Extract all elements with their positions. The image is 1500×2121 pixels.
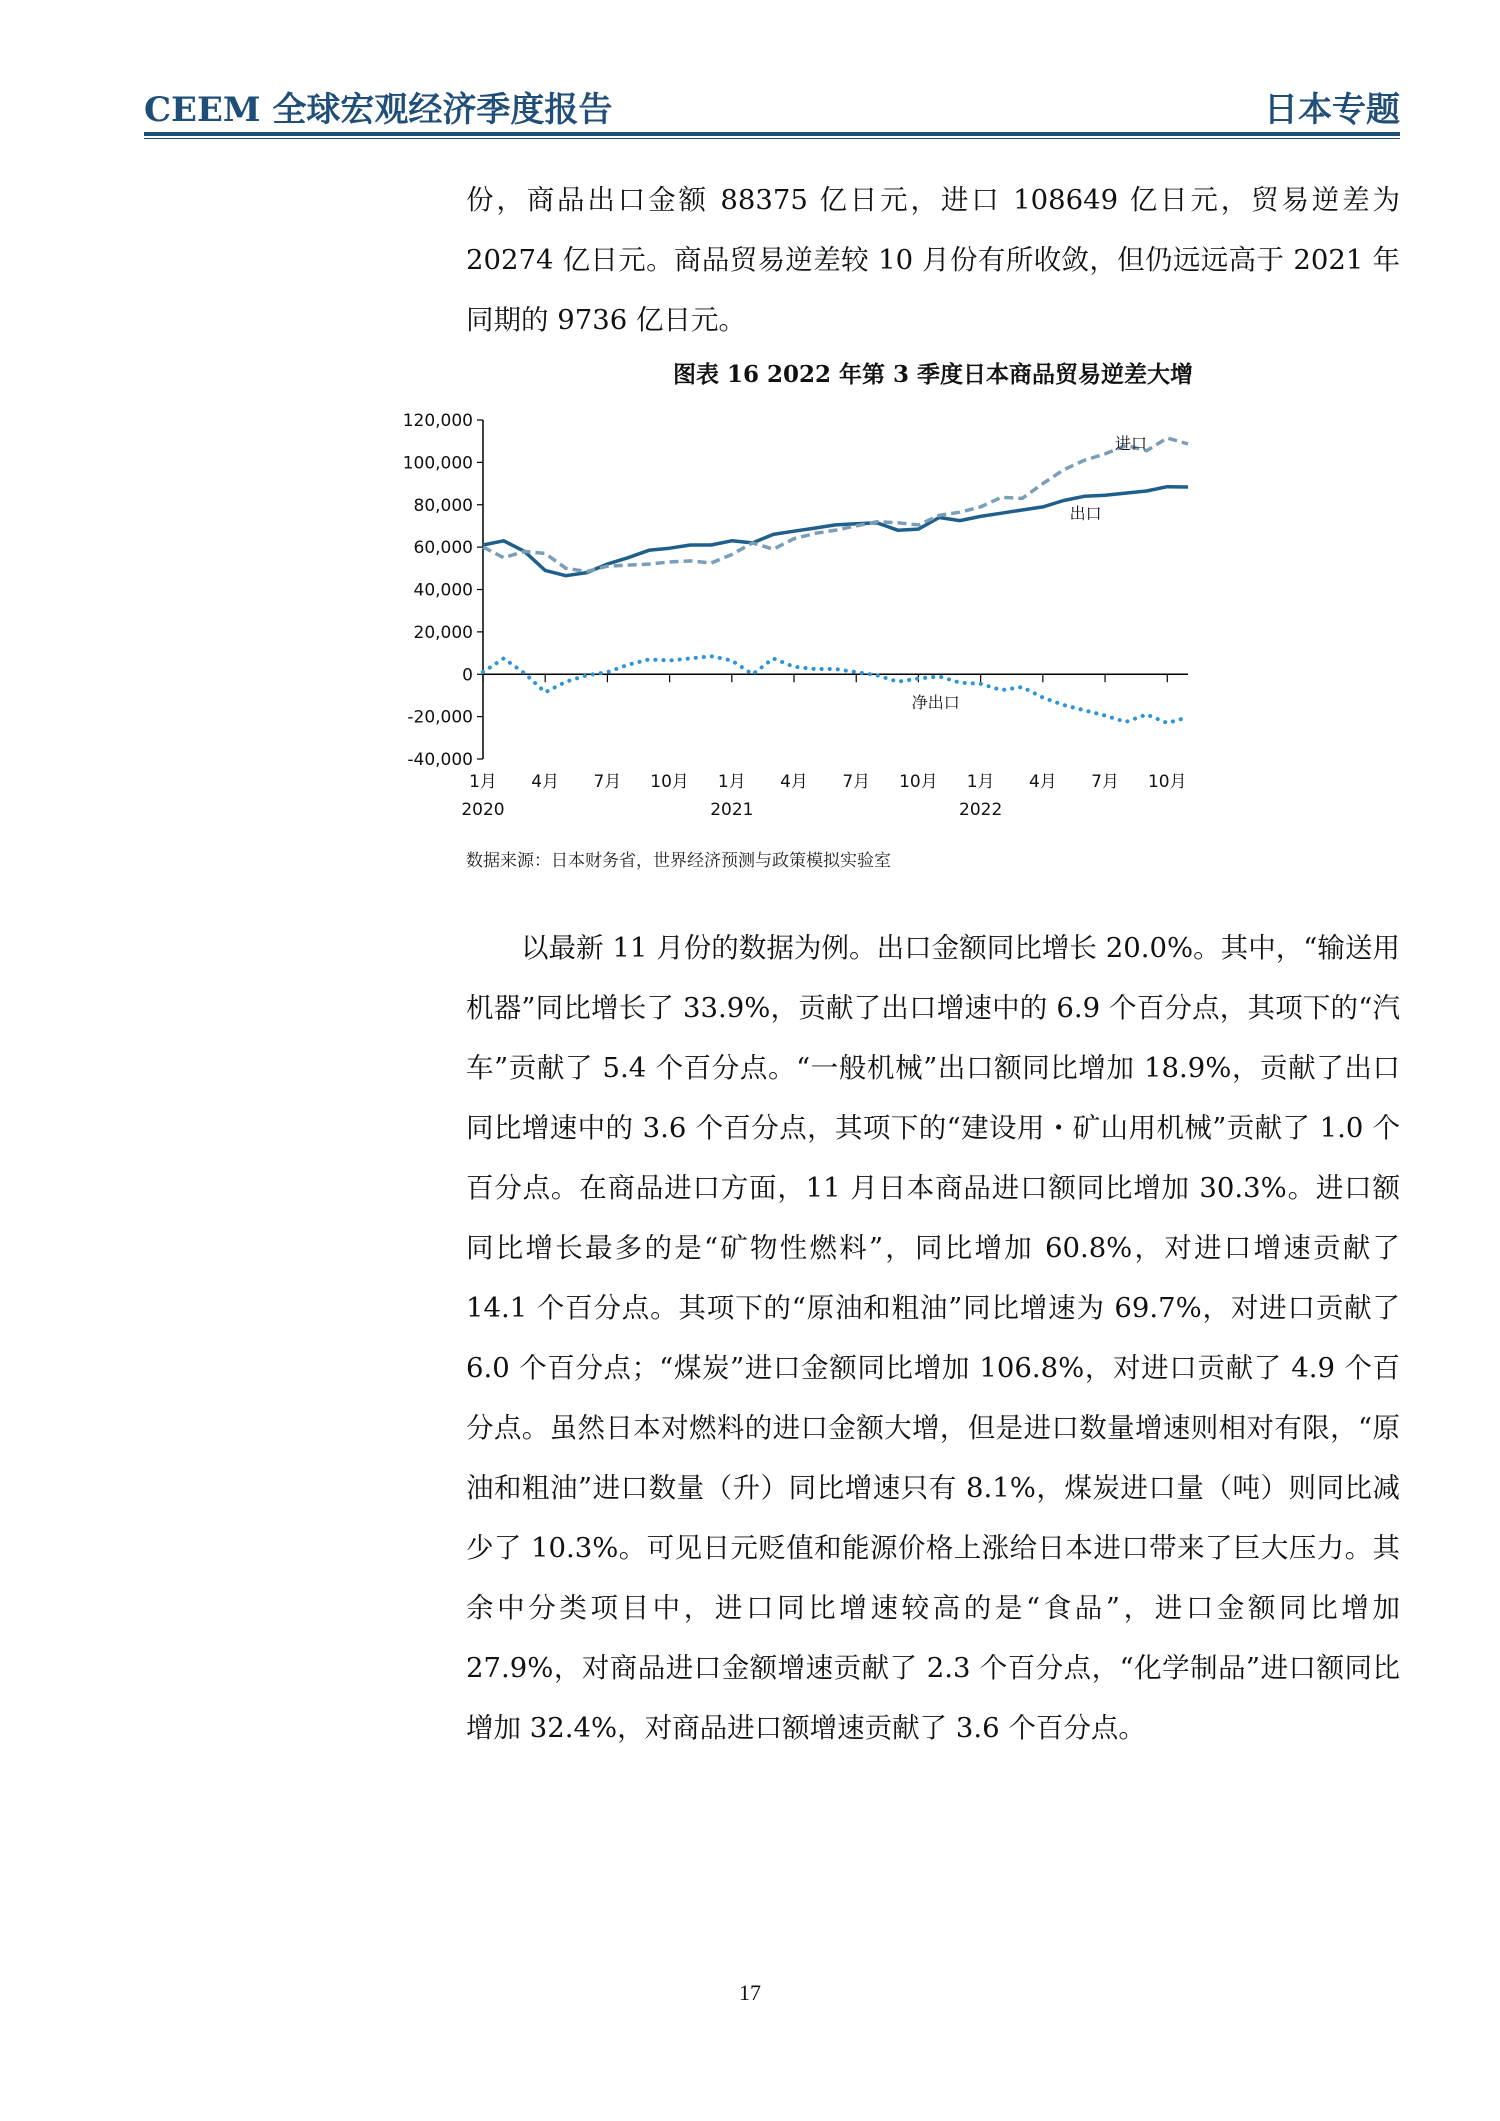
y-tick-label: 80,000: [413, 495, 473, 516]
series-label-进口: 进口: [1115, 433, 1148, 453]
x-tick-label: 1月: [966, 772, 995, 792]
x-tick-label: 4月: [531, 772, 560, 792]
x-tick-label: 7月: [1091, 772, 1119, 792]
x-tick-label: 10月: [1147, 772, 1187, 792]
y-tick-label: -20,000: [407, 707, 473, 728]
x-tick-label: 7月: [842, 772, 871, 792]
paragraph-trade-balance: 份，商品出口金额 88375 亿日元，进口 108649 亿日元，贸易逆差为 20274 亿日元。商品贸易逆差较 10 月份有所收敛，但仍远远高于 2021 年同期的 9736 亿日元。: [466, 184, 1400, 336]
y-tick-label: 120,000: [402, 411, 473, 431]
header-rule-thin: [144, 138, 1400, 139]
y-tick-label: 100,000: [402, 453, 473, 474]
x-tick-label: 4月: [780, 772, 808, 792]
y-tick-label: -40,000: [407, 750, 473, 770]
header-rule: [144, 132, 1400, 136]
y-tick-label: 0: [462, 665, 473, 686]
y-tick-label: 20,000: [413, 622, 473, 643]
x-tick-label: 10月: [650, 772, 689, 792]
y-tick-label: 40,000: [413, 580, 473, 601]
x-year-label: 2021: [710, 800, 754, 820]
figure-title: 图表 16 2022 年第 3 季度日本商品贸易逆差大增: [672, 361, 1194, 388]
figure-source: 数据来源：日本财务省，世界经济预测与政策模拟实验室: [466, 851, 891, 871]
x-tick-label: 7月: [593, 772, 622, 792]
x-tick-label: 1月: [717, 772, 746, 792]
report-title: CEEM 全球宏观经济季度报告: [144, 90, 613, 130]
x-year-label: 2022: [959, 800, 1003, 820]
trade-chart: [400, 400, 1230, 840]
page-header: [144, 82, 1400, 132]
paragraph-november-details: 以最新 11 月份的数据为例。出口金额同比增长 20.0%。其中，“输送用机器”同比增长了 33.9%，贡献了出口增速中的 6.9 个百分点，其项下的“汽车”贡献了 5.4 个百分点。“一般机械”出口额同比增加 18.9%，贡献了出口同比增速中的 3.6 个百分点，其项下的“建设用・矿山用机械”贡献了 1.0 个百分点。在商品进口方面，11 月日本商品进口额同比增加 30.3%。进口额同比增长最多的是“矿物性燃料”，同比增加 60.8%，对进口增速贡献了 14.1 个百分点。其项下的“原油和粗油”同比增速为 69.7%，对进口贡献了 6.0 个百分点；“煤炭”进口金额同比增加 106.8%，对进口贡献了 4.9 个百分点。虽然日本对燃料的进口金额大增，但是进口数量增速则相对有限，“原油和粗油”进口数量（升）同比增速只有 8.1%，煤炭进口量（吨）则同比减少了 10.3%。可见日元贬值和能源价格上涨给日本进口带来了巨大压力。其余中分类项目中，进口同比增速较高的是“食品”，进口金额同比增加 27.9%，对商品进口金额增速贡献了 2.3 个百分点，“化学制品”进口额同比增加 32.4%，对商品进口额增速贡献了 3.6 个百分点。: [466, 932, 1400, 1744]
y-tick-label: 60,000: [413, 538, 473, 559]
x-tick-label: 10月: [899, 772, 938, 792]
section-title: 日本专题: [1264, 90, 1400, 130]
series-label-出口: 出口: [1069, 503, 1102, 523]
x-tick-label: 1月: [469, 772, 497, 792]
series-label-净出口: 净出口: [911, 692, 960, 712]
x-year-label: 2020: [461, 800, 505, 820]
x-tick-label: 4月: [1028, 772, 1057, 792]
page-number: 17: [739, 1980, 761, 2005]
series-line-净出口: [483, 656, 1188, 723]
